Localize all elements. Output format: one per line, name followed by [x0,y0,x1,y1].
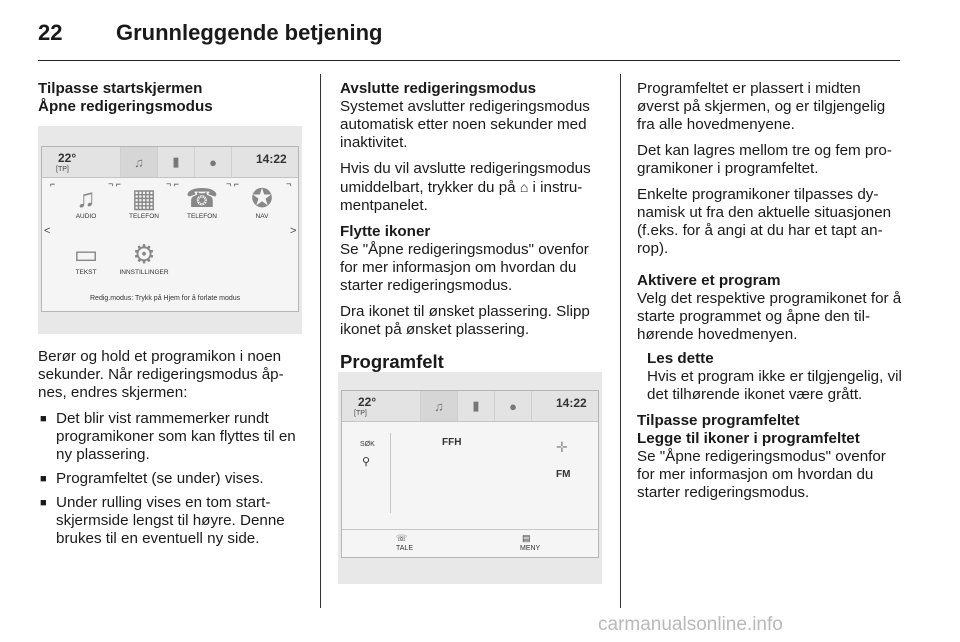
section-heading-tilpasse: Tilpasse startskjermen [38,80,203,97]
app-label: TELEFON [129,213,159,220]
section-heading-programfelt: Programfelt [340,351,444,372]
app-tray-figure [338,372,602,584]
chapter-title: Grunnleggende betjening [116,20,383,45]
bullet-item: ■ Det blir vist rammemerker rundt programikoner som kan flyttes til en ny plassering. [38,410,308,464]
paragraph: Berør og hold et programikon i noen sekunder. Når redigeringsmodus åp-nes, endres skjermen: [38,348,284,401]
appbar-separator [231,147,232,177]
paragraph: Systemet avslutter redigeringsmodus automatisk etter noen sekunder med inaktivitet. [340,98,590,151]
band-label: FM [556,469,571,480]
station-name: FFH [442,437,462,448]
scroll-right-icon[interactable]: > [290,225,297,237]
appbar-audio-icon[interactable]: ♫ [120,147,157,177]
appbar-phone-icon[interactable]: ▮ [157,147,194,177]
bullet-item: ■ Programfeltet (se under) vises. [38,470,308,488]
subheading-legge-til: Legge til ikoner i programfeltet [637,430,860,447]
note-text: Hvis et program ikke er tilgjengelig, vil det tilhørende ikonet være grått. [647,368,902,403]
column-divider-2 [620,74,621,608]
home-screen-figure [38,126,302,334]
paragraph: Se "Åpne redigeringsmodus" ovenfor for mer informasjon om hvordan du starter redigeringsmodus. [637,448,886,501]
subheading-aktivere: Aktivere et program [637,272,781,289]
scroll-left-icon[interactable]: < [44,225,51,237]
voice-icon[interactable]: ☏ [396,533,408,543]
app-label: AUDIO [75,213,97,220]
paragraph: Enkelte programikoner tilpasses dy-namisk ut fra den aktuelle situasjonen (f.eks. for å angi at du har et tapt an-rop). [637,186,892,257]
paragraph [340,160,606,215]
paragraph: Det kan lagres mellom tre og fem pro-gramikoner i programfeltet. [637,142,892,177]
bullet-item: ■ Under rulling vises en tom start-skjermside lengst til høyre. Denne brukes til en eventuell ny side. [38,494,308,548]
appbar-nav-icon[interactable]: ● [494,391,531,421]
search-label: SØK [360,441,375,448]
edit-frame-mark: ¬ ⌐ [226,179,240,189]
appbar-separator [531,391,532,421]
header-rule [38,60,900,61]
paragraph: Dra ikonet til ønsket plassering. Slipp ikonet på ønsket plassering. [340,303,590,338]
appbar-phone-icon[interactable]: ▮ [457,391,494,421]
voice-label: TALE [396,545,413,552]
status-bar [342,391,598,422]
column-2 [340,80,606,385]
app-nav[interactable] [232,183,292,220]
subheading-tilpasse-programfelt: Tilpasse programfeltet [637,412,800,429]
page-number: 22 [38,20,63,45]
app-telefon-2[interactable] [172,183,232,220]
watermark: carmanualsonline.info [598,614,783,635]
clock-readout: 14:22 [556,396,587,410]
message-icon: ▭ [73,239,99,269]
home-screen-display [41,146,299,312]
edit-mode-message: Redig.modus: Trykk på Hjem for å forlate modus [90,295,241,302]
column-1 [38,80,306,116]
paragraph-text: i instru-mentpanelet. [340,179,583,214]
app-label: INNSTILLINGER [119,269,169,276]
app-tray-display [341,390,599,558]
column-1-body [38,348,308,554]
bottom-bar-divider [342,529,598,530]
app-label: TELEFON [187,213,217,220]
menu-label: MENY [520,545,541,552]
subheading-flytte: Flytte ikoner [340,223,431,240]
app-tekst[interactable] [56,239,116,276]
column-3 [637,80,903,510]
phone-icon: ▦ [131,183,157,213]
edit-frame-mark: ¬ ⌐ [108,179,122,189]
phone-handset-icon: ☎ [185,183,219,213]
app-innstillinger[interactable] [114,239,174,276]
paragraph: Velg det respektive programikonet for å starte programmet og åpne den til-hørende hovedmenyen. [637,290,902,343]
paragraph: Se "Åpne redigeringsmodus" ovenfor for mer informasjon om hvordan du starter redigeringsmodus. [340,241,589,294]
page-header [38,12,900,60]
note-title: Les dette [647,350,714,367]
menu-icon[interactable]: ▤ [522,533,531,543]
temperature-readout: 22° [58,151,77,165]
edit-frame-mark: ⌐ [50,179,56,189]
search-divider [390,433,391,513]
subheading-avslutte: Avslutte redigeringsmodus [340,80,537,97]
appbar-audio-icon[interactable]: ♫ [420,391,457,421]
bullet-list [38,410,308,548]
appbar-nav-icon[interactable]: ● [194,147,231,177]
subheading-redigeringsmodus: Åpne redigeringsmodus [38,98,213,115]
tuner-dial-icon[interactable]: ✛ [556,439,568,455]
paragraph: Programfeltet er plassert i midten øverst på skjermen, og er tilgjengelig fra alle hovedmenyene. [637,80,886,133]
edit-frame-mark: ¬ [286,179,292,189]
note-box [647,350,903,404]
paragraph-text: Hvis du vil avslutte redigeringsmodus umiddelbart, trykker du på [340,160,591,196]
tp-indicator: [TP] [56,166,69,173]
gear-icon: ⚙ [132,239,156,269]
tp-indicator: [TP] [354,410,367,417]
search-icon[interactable]: ⚲ [362,456,371,468]
music-note-icon: ♫ [76,183,96,213]
status-bar [42,147,298,178]
app-label: NAV [255,213,269,220]
app-label: TEKST [75,269,97,276]
edit-frame-mark: ¬ ⌐ [166,179,180,189]
column-divider-1 [320,74,321,608]
clock-readout: 14:22 [256,152,287,166]
compass-icon: ✪ [251,183,273,213]
app-audio[interactable] [56,183,116,220]
app-telefon-1[interactable] [114,183,174,220]
home-icon: ⌂ [519,179,529,195]
temperature-readout: 22° [358,395,377,409]
